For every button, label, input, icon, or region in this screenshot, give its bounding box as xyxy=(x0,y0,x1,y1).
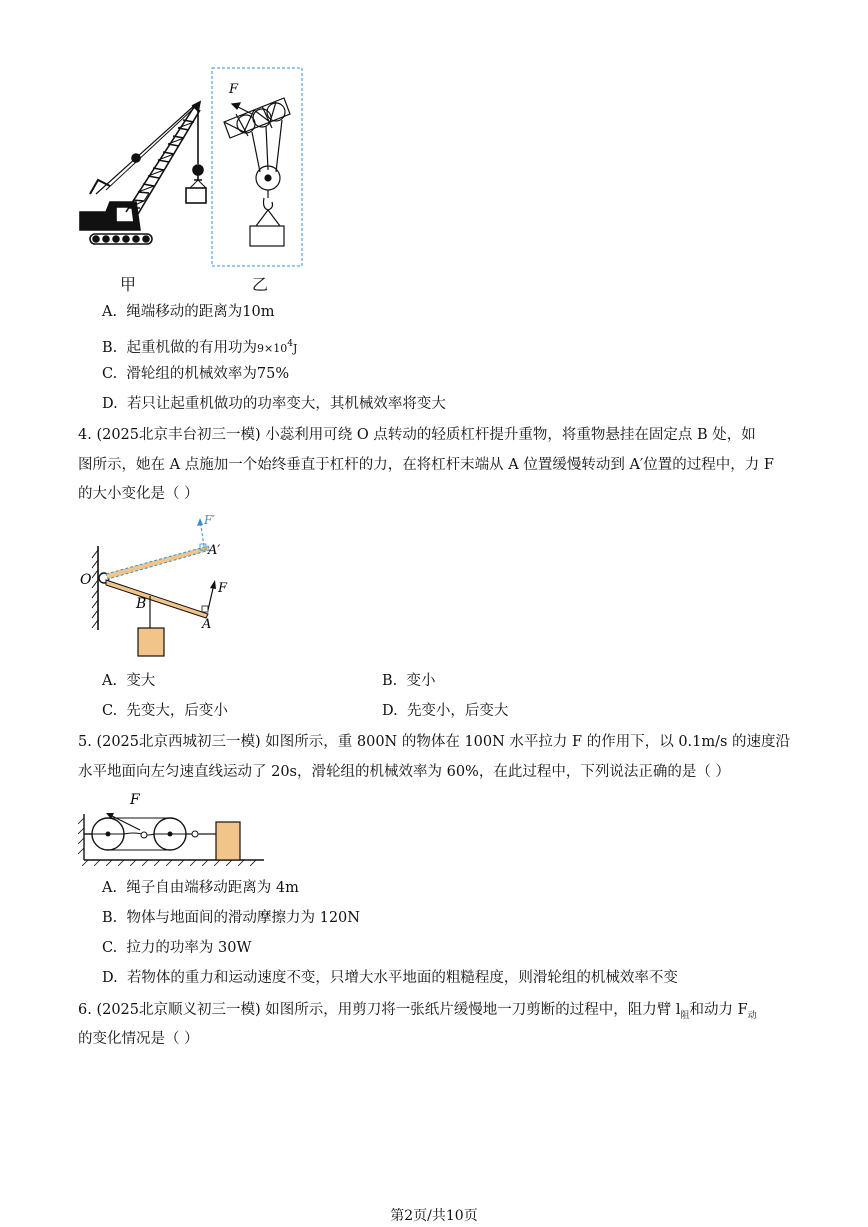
label-b: B xyxy=(136,596,147,612)
label-a: A xyxy=(202,617,212,632)
lever-rotated xyxy=(106,546,210,579)
label-o: O xyxy=(80,572,92,588)
q4-option-a: A. 变大 xyxy=(102,673,156,689)
pulley-block-drawing xyxy=(224,98,290,246)
q4-option-d: D. 先变小，后变大 xyxy=(382,703,509,719)
label-a-prime: A′ xyxy=(208,543,221,558)
label-f: F xyxy=(130,792,140,808)
label-f-prime: F′ xyxy=(204,513,216,527)
q3-option-d: D. 若只让起重机做功的功率变大，其机械效率将变大 xyxy=(102,396,446,412)
q4-stem-line2: 图所示，她在 A 点施加一个始终垂直于杠杆的力，在将杠杆末端从 A 位置缓慢转动到 A′位置的过程中，力 F xyxy=(78,457,774,473)
q5-stem-line2: 水平地面向左匀速直线运动了 20s，滑轮组的机械效率为 60%，在此过程中，下列说法正确的是（ ） xyxy=(78,764,730,780)
q3-option-b: B. 起重机做的有用功为$9\times 10^4J$ xyxy=(102,339,298,356)
lever-original xyxy=(106,580,208,618)
figure-label-jia: 甲 xyxy=(120,275,137,294)
crane-drawing xyxy=(80,102,206,244)
pulley-figure xyxy=(78,786,268,866)
figure-label-yi: 乙 xyxy=(252,275,269,294)
q6-stem-line2: 的变化情况是（ ） xyxy=(78,1031,199,1047)
q3-option-a: A. 绳端移动的距离为10m xyxy=(102,304,275,320)
q5-option-c: C. 拉力的功率为 30W xyxy=(102,940,252,956)
q4-option-b: B. 变小 xyxy=(382,673,436,689)
force-label-f: F xyxy=(229,82,239,97)
q4-stem-line1: 4. (2025北京丰台初三一模) 小蕊利用可绕 O 点转动的轻质杠杆提升重物，将重物悬挂在固定点 B 处，如 xyxy=(78,427,756,443)
q5-stem-line1: 5. (2025北京西城初三一模) 如图所示，重 800N 的物体在 100N 水平拉力 F 的作用下，以 0.1m/s 的速度沿 xyxy=(78,734,791,750)
lever-figure xyxy=(76,510,246,664)
q5-option-a: A. 绳子自由端移动距离为 4m xyxy=(102,880,299,896)
q6-stem-line1: 6. (2025北京顺义初三一模) 如图所示，用剪刀将一张纸片缓慢地一刀剪断的过程中，阻力臂 $l_阻$和动力 $F_动$ xyxy=(78,1002,757,1021)
q5-option-d: D. 若物体的重力和运动速度不变，只增大水平地面的粗糙程度，则滑轮组的机械效率不变 xyxy=(102,970,678,986)
q5-option-b: B. 物体与地面间的滑动摩擦力为 120N xyxy=(102,910,360,926)
q3-option-c: C. 滑轮组的机械效率为75% xyxy=(102,366,290,382)
object-block xyxy=(216,822,240,860)
crane-figure xyxy=(76,62,308,272)
q4-option-c: C. 先变大，后变小 xyxy=(102,703,228,719)
weight-block xyxy=(138,628,164,656)
q4-stem-line3: 的大小变化是（ ） xyxy=(78,486,199,502)
page-footer: 第2页/共10页 xyxy=(390,1208,478,1224)
label-f: F xyxy=(218,581,228,596)
